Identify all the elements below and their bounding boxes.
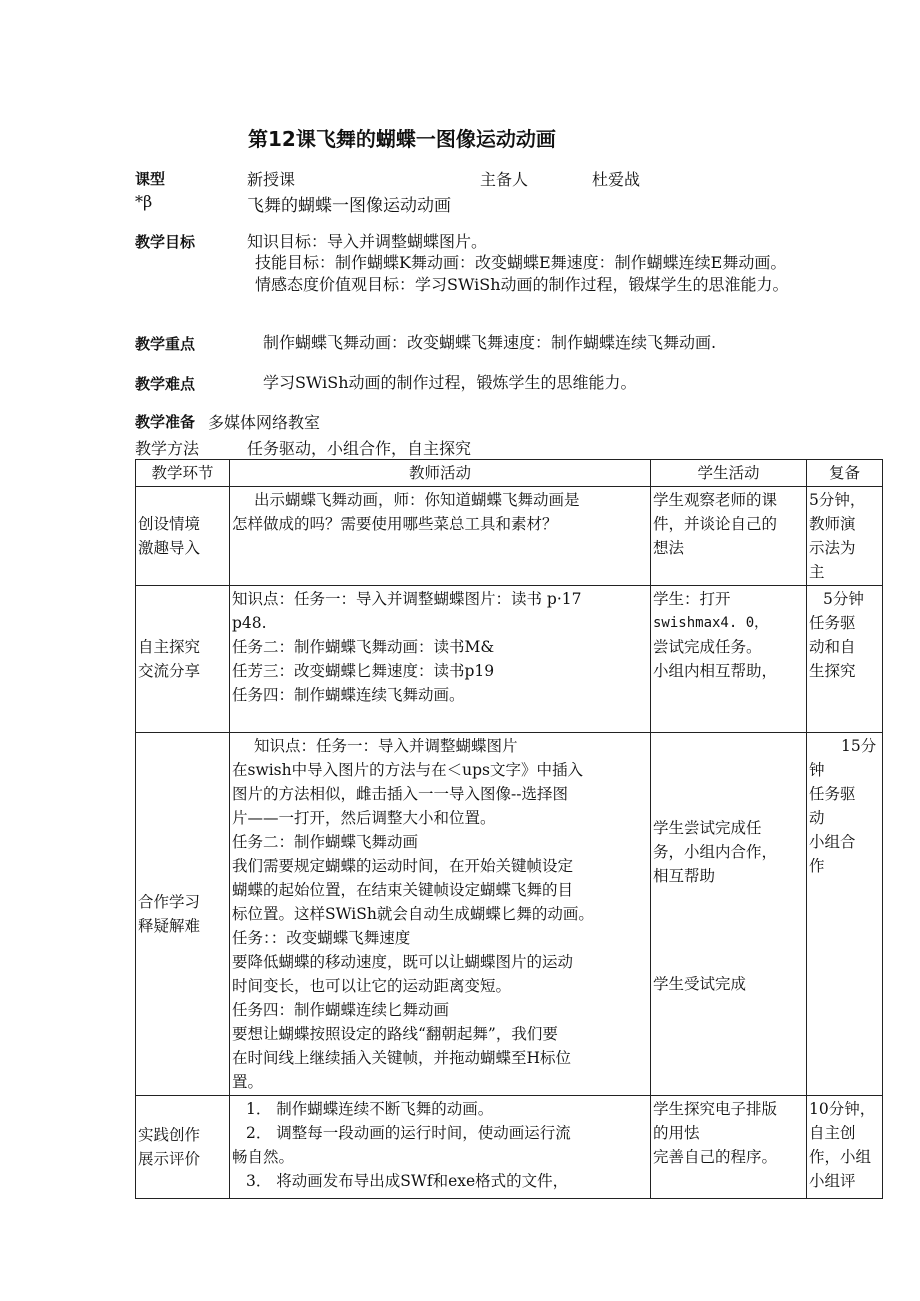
student-line: 学生观察老师的课 (653, 491, 778, 509)
stage-cell (136, 1096, 230, 1199)
stage-cell (136, 487, 230, 586)
student-line: 尝试完成任务。 (653, 638, 762, 656)
notes-line: 任务驱 (809, 785, 856, 803)
teacher-line: 片——一打开，然后调整大小和位置。 (232, 809, 496, 827)
table-row (136, 733, 883, 1096)
notes-line: 5分钟 (823, 590, 864, 608)
student-cell (651, 487, 807, 586)
student-line: swishmax4. 0， (653, 615, 769, 631)
header-teacher: 教师活动 (230, 460, 651, 487)
table-row (136, 586, 883, 733)
preparer-value: 杜爱战 (592, 170, 641, 189)
teacher-line: 畅自然。 (232, 1148, 295, 1166)
notes-line: 教师演 (809, 515, 856, 533)
teacher-line: 要想让蝴蝶按照设定的路线“翻朝起舞”，我们要 (232, 1025, 558, 1043)
topic-value: 飞舞的蝴蝶一图像运动动画 (247, 196, 451, 216)
teacher-line: 2． 调整每一段动画的运行时间，使动画运行流 (246, 1124, 571, 1142)
goal-skill: 技能目标：制作蝴蝶K舞动画：改变蝴蝶E舞速度：制作蝴蝶连续E舞动画。 (255, 253, 787, 272)
teacher-line: p48. (232, 614, 267, 632)
notes-line: 作，小组 (809, 1148, 872, 1166)
teacher-line: 图片的方法相似，雌击插入一一导入图像--选择图 (232, 785, 568, 803)
method-label: 教学方法 (135, 439, 200, 458)
teacher-cell (230, 1096, 651, 1199)
student-cell (651, 1096, 807, 1199)
table-row (136, 487, 883, 586)
teacher-line: 标位置。这样SWiSh就会自动生成蝴蝶匕舞的动画。 (232, 905, 594, 923)
teacher-line: 3． 将动画发布导出成SWf和exe格式的文件， (246, 1172, 569, 1190)
stage-line: 交流分享 (138, 662, 201, 680)
teacher-line: 怎样做成的吗？需要使用哪些菜总工具和素材？ (232, 515, 558, 533)
method-value: 任务驱动，小组合作，自主探究 (247, 439, 472, 458)
stage-line: 激趣导入 (138, 539, 201, 557)
teacher-line: 知识点：任务一：导入并调整蝴蝶图片：读书 p·17 (232, 590, 582, 608)
student-line: 学生受试完成 (653, 975, 747, 993)
notes-line: 动和自 (809, 638, 856, 656)
student-line: 务，小组内合作， (653, 843, 778, 861)
notes-line: 5分钟， (809, 491, 866, 509)
stage-cell (136, 733, 230, 1096)
teacher-line: 出示蝴蝶飞舞动画，师：你知道蝴蝶飞舞动画是 (254, 491, 580, 509)
notes-line: 钟 (809, 761, 825, 779)
lesson-table (135, 459, 883, 1199)
teacher-cell (230, 733, 651, 1096)
header-stage: 教学环节 (136, 460, 230, 487)
student-line: 学生：打开 (653, 590, 731, 608)
notes-line: 任务驱 (809, 614, 856, 632)
difficulty-label: 教学难点 (135, 375, 196, 393)
student-line: 学生探究电子排版 (653, 1100, 778, 1118)
notes-line: 15分 (841, 737, 877, 755)
notes-cell (807, 586, 883, 733)
key-points-value: 制作蝴蝶飞舞动画：改变蝴蝶飞舞速度：制作蝴蝶连续飞舞动画. (263, 333, 717, 352)
course-type-value: 新授课 (247, 170, 296, 189)
student-line: 相互帮助 (653, 867, 716, 885)
notes-cell (807, 487, 883, 586)
teacher-line: 任芳三：改变蝴蝶匕舞速度：读书p19 (232, 662, 495, 680)
teacher-line: 1． 制作蝴蝶连续不断飞舞的动画。 (246, 1100, 494, 1118)
topic-label: *β (135, 192, 153, 211)
student-line: 想法 (653, 539, 685, 557)
teacher-line: 时间变长，也可以让它的运动距离变短。 (232, 977, 512, 995)
teacher-line: 蝴蝶的起始位置，在结束关键帧设定蝴蝶飞舞的目 (232, 881, 574, 899)
difficulty-value: 学习SWiSh动画的制作过程，锻炼学生的思维能力。 (263, 373, 637, 392)
notes-line: 动 (809, 809, 825, 827)
goals-label: 教学目标 (135, 233, 196, 251)
notes-line: 作 (809, 857, 825, 875)
table-row (136, 1096, 883, 1199)
goal-knowledge: 知识目标：导入并调整蝴蝶图片。 (247, 232, 488, 251)
notes-line: 10分钟， (809, 1100, 876, 1118)
prep-label: 教学准备 (135, 413, 196, 431)
notes-line: 生探究 (809, 662, 856, 680)
teacher-cell (230, 487, 651, 586)
teacher-line: 要降低蝴蝶的移动速度，既可以让蝴蝶图片的运动 (232, 953, 574, 971)
teacher-line: 任务二：制作蝴蝶飞舞动画 (232, 833, 419, 851)
stage-line: 展示评价 (138, 1150, 201, 1168)
notes-line: 主 (809, 563, 825, 581)
student-line: 小组内相互帮助， (653, 662, 778, 680)
preparer-label: 主备人 (480, 170, 529, 189)
stage-line: 创设情境 (138, 515, 201, 533)
teacher-line: 在时间线上继续插入关键帧，并拖动蝴蝶至H标位 (232, 1049, 572, 1067)
stage-line: 合作学习 (138, 893, 201, 911)
stage-cell (136, 586, 230, 733)
notes-line: 小组合 (809, 833, 856, 851)
key-points-label: 教学重点 (135, 335, 196, 353)
student-line: 学生尝试完成任 (653, 819, 762, 837)
notes-line: 小组评 (809, 1172, 856, 1190)
teacher-line: 任务：：改变蝴蝶飞舞速度 (232, 929, 411, 947)
student-line: 的用怯 (653, 1124, 700, 1142)
stage-line: 实践创作 (138, 1126, 201, 1144)
page-title: 第12课飞舞的蝴蝶一图像运动动画 (248, 127, 556, 151)
teacher-line: 任务四：制作蝴蝶连续飞舞动画。 (232, 686, 465, 704)
student-line: 完善自己的程序。 (653, 1148, 778, 1166)
header-notes: 复备 (807, 460, 883, 487)
teacher-line: 知识点：任务一：导入并调整蝴蝶图片 (254, 737, 518, 755)
stage-line: 自主探究 (138, 638, 201, 656)
student-line: 件，并谈论自己的 (653, 515, 778, 533)
teacher-line: 任务四：制作蝴蝶连续匕舞动画 (232, 1001, 450, 1019)
teacher-line: 置。 (232, 1073, 264, 1091)
goal-attitude: 情感态度价值观目标：学习SWiSh动画的制作过程，锻煤学生的思淮能力。 (255, 275, 789, 294)
notes-line: 示法为 (809, 539, 856, 557)
teacher-line: 在swish中导入图片的方法与在＜ups文字》中插入 (232, 761, 583, 779)
notes-cell (807, 733, 883, 1096)
prep-value: 多媒体网络教室 (208, 413, 321, 432)
student-cell (651, 586, 807, 733)
course-type-label: 课型 (135, 170, 166, 188)
stage-line: 释疑解难 (138, 917, 201, 935)
teacher-cell (230, 586, 651, 733)
teacher-line: 任务二：制作蝴蝶飞舞动画：读书M& (232, 638, 495, 656)
student-cell (651, 733, 807, 1096)
notes-line: 自主创 (809, 1124, 856, 1142)
table-header-row (136, 460, 883, 487)
notes-cell (807, 1096, 883, 1199)
teacher-line: 我们需要规定蝴蝶的运动时间，在开始关键帧设定 (232, 857, 574, 875)
header-student: 学生活动 (651, 460, 807, 487)
